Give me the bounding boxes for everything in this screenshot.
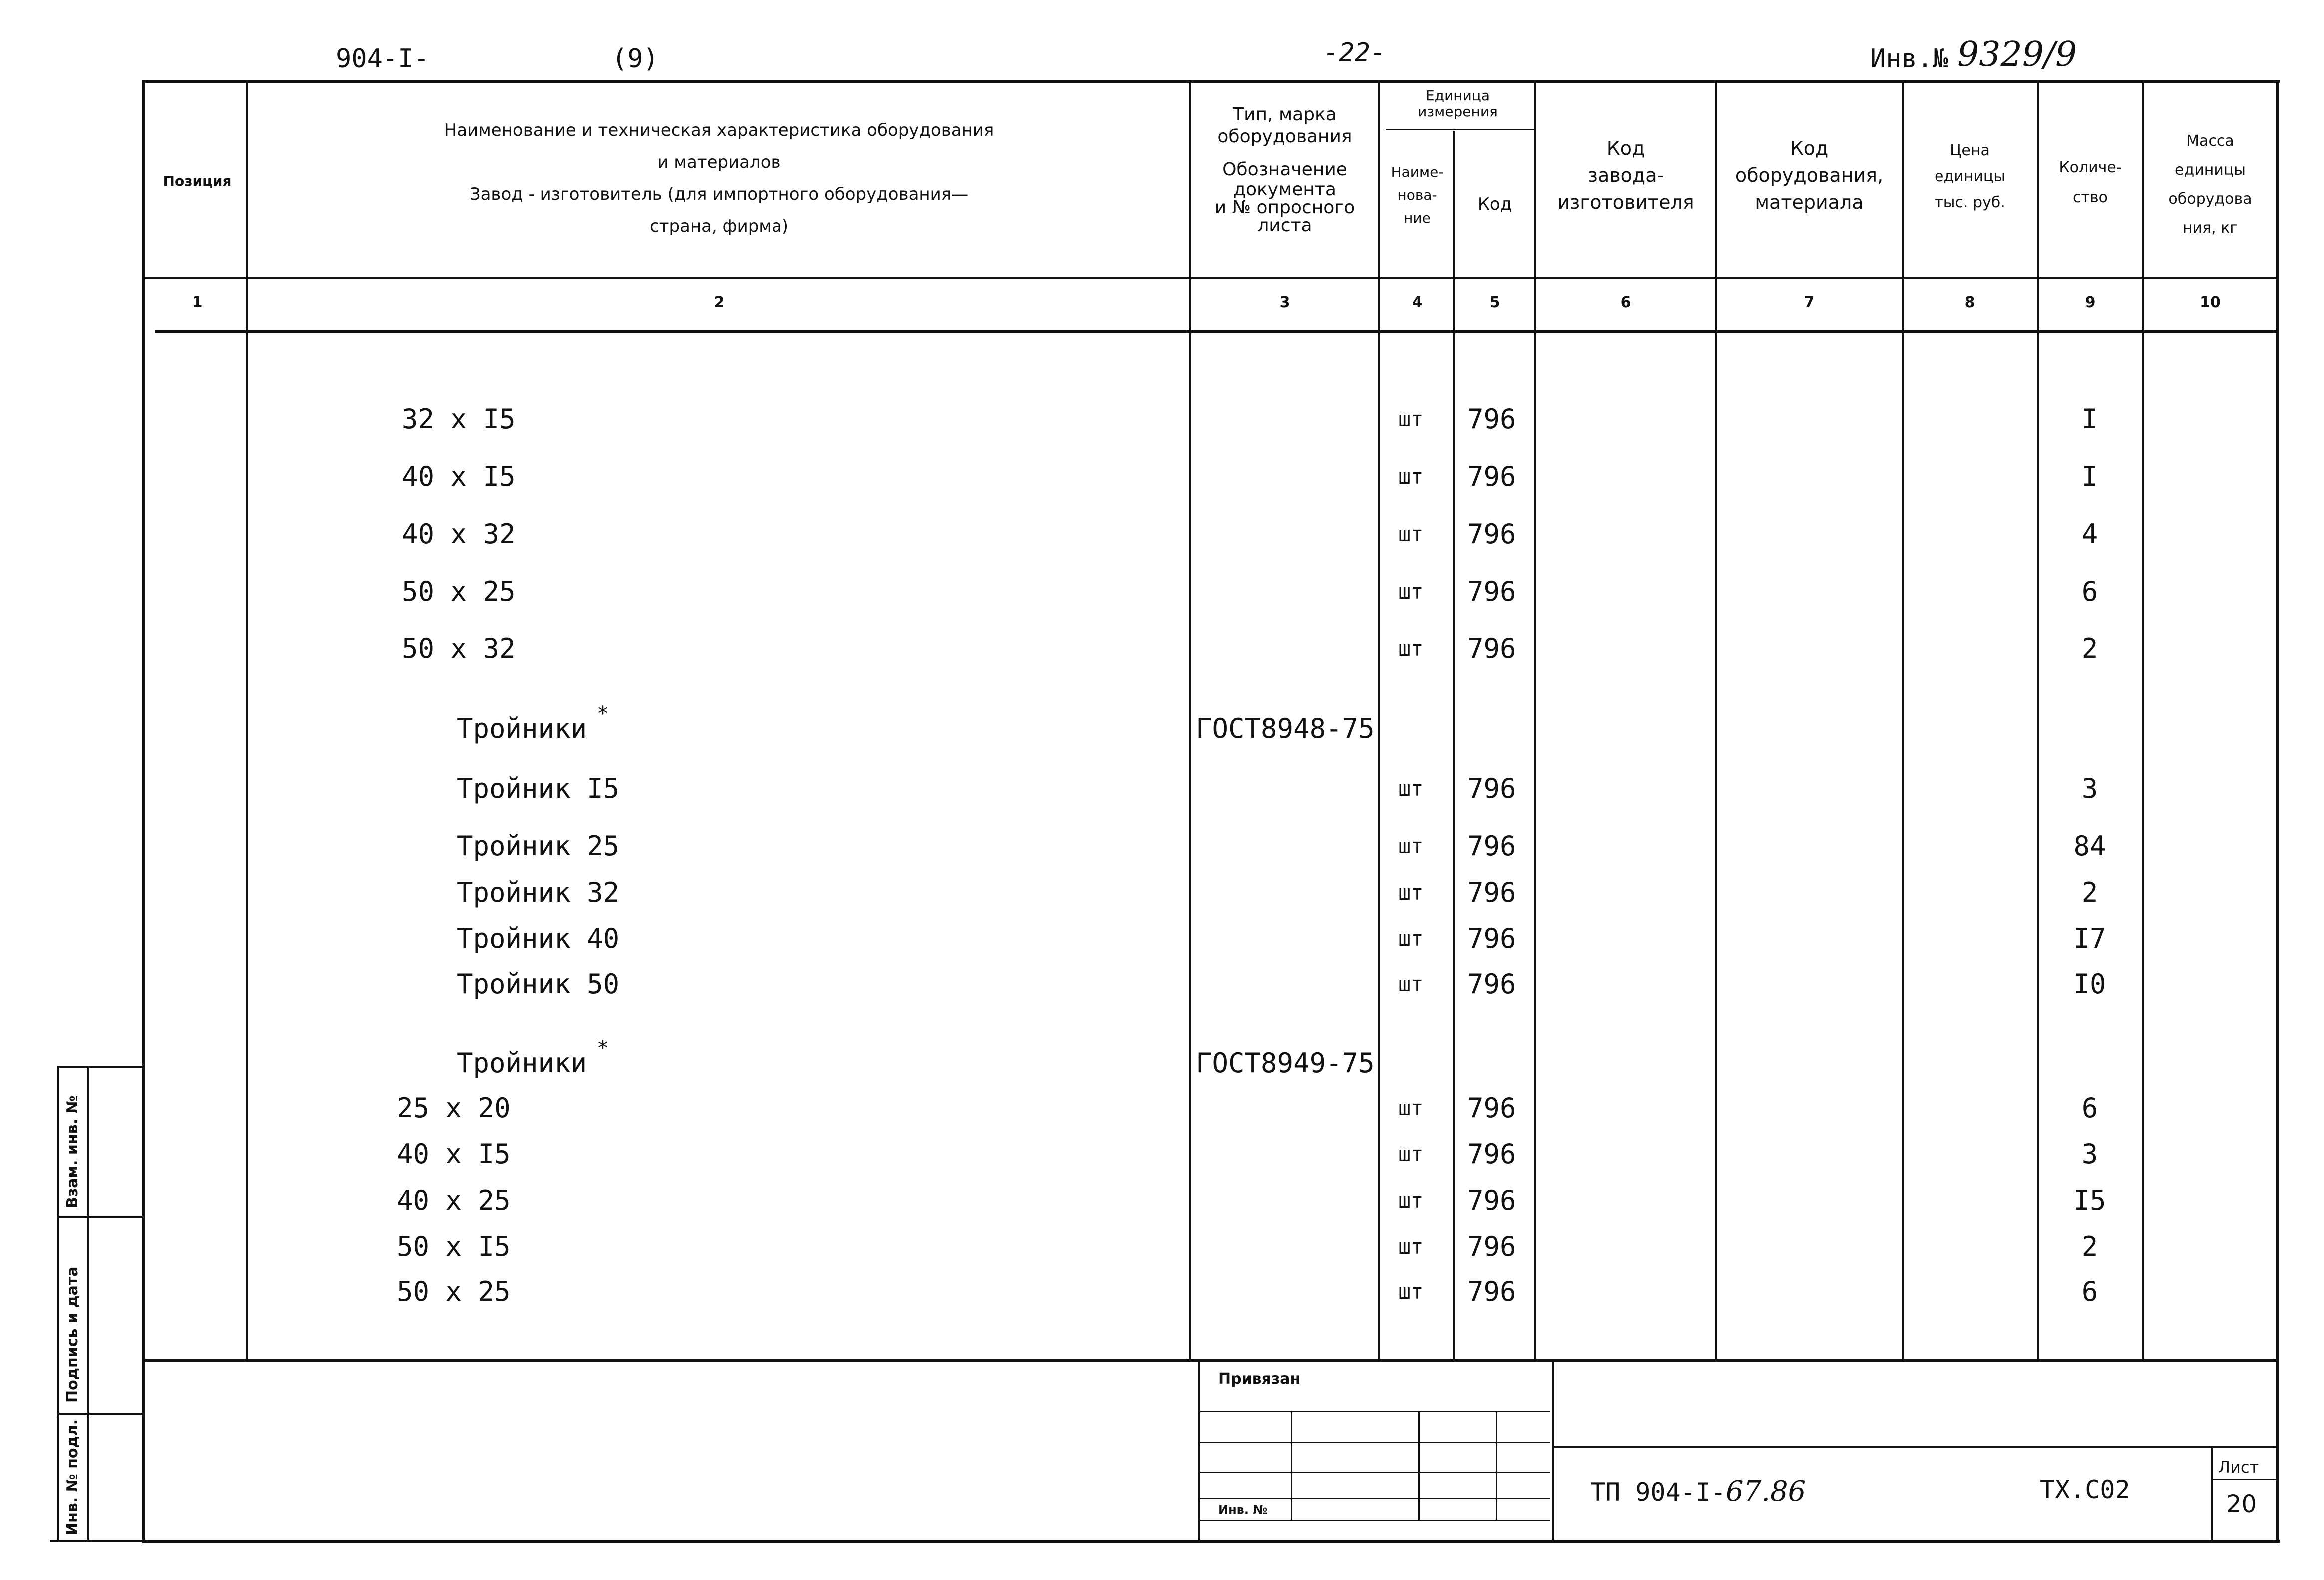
column-number: 3 [1279,294,1290,311]
row-name: 50 x 25 [402,576,516,607]
row-unit-code: 796 [1467,968,1516,1000]
row-unit-code: 796 [1467,403,1516,435]
column-number: 6 [1620,294,1631,311]
factory-code-line1: Код [1606,137,1645,159]
mass-line3: оборудова [2168,190,2252,208]
row-unit-code: 796 [1467,830,1516,862]
stamp-left-line [1198,1359,1200,1540]
table-row [0,572,2324,612]
row-quantity: 6 [2081,1092,2098,1124]
stamp-grid-h3 [1200,1472,1550,1473]
table-row [0,769,2324,809]
row-name: 40 x 32 [402,518,516,550]
row-footnote-mark: * [597,1037,609,1060]
stamp-sheet-divider [2211,1446,2213,1540]
col-header-name [250,119,1188,238]
stamp-top-line [145,1359,2277,1362]
series-code: 904-I- [336,44,429,74]
column-number: 4 [1412,294,1423,311]
col-header-type-line3: Обозначение [1222,159,1347,180]
column-number: 8 [1964,294,1975,311]
frame-left-line [142,80,145,1543]
table-row [0,514,2324,554]
row-quantity: I0 [2073,968,2106,1000]
row-quantity: I [2081,403,2098,435]
row-unit: шт [1398,579,1424,604]
row-unit: шт [1398,880,1424,905]
row-quantity: 6 [2081,576,2098,607]
row-unit: шт [1398,834,1424,858]
sidebar-bottom-line [50,1540,145,1542]
col-header-material-code [1718,135,1901,216]
row-document: ГОСТ8948-75 [1196,713,1375,744]
sheet-number: 20 [2226,1490,2257,1518]
row-name: Тройники [457,713,587,744]
row-document: ГОСТ8949-75 [1196,1047,1375,1079]
table-row [0,399,2324,439]
stamp-grid-v1 [1291,1411,1292,1521]
row-unit: шт [1398,972,1424,996]
mass-line2: единицы [2175,161,2246,179]
col-header-mass [2144,127,2276,243]
col-header-type-line5: и № опросного [1214,197,1355,218]
row-unit: шт [1398,1234,1424,1259]
col-header-price [1904,138,2036,216]
row-unit-code: 796 [1467,1231,1516,1262]
row-quantity: I7 [2073,923,2106,954]
row-unit: шт [1398,1142,1424,1166]
col-header-name-line3: Завод - изготовитель (для импортного оборудования— [469,184,969,204]
row-unit: шт [1398,407,1424,431]
unit-name-line3: ние [1404,210,1431,226]
col-header-unit-code: Код [1477,194,1512,214]
stamp-grid-v2 [1418,1411,1420,1521]
col-header-position: Позиция [163,173,232,189]
row-unit-code: 796 [1467,773,1516,804]
row-name: 50 x I5 [397,1231,511,1262]
row-unit: шт [1398,1279,1424,1304]
table-row [0,702,2324,749]
row-quantity: 2 [2081,877,2098,908]
row-unit-code: 796 [1467,1138,1516,1170]
frame-bottom-line [142,1540,2280,1543]
table-row [0,1181,2324,1221]
col-header-quantity [2039,153,2141,213]
row-unit: шт [1398,926,1424,950]
stamp-sheet-line [2211,1479,2276,1480]
row-name: 32 x I5 [402,403,516,435]
row-unit-code: 796 [1467,518,1516,550]
inventory-number: 9329/9 [1957,35,2077,74]
row-unit-code: 796 [1467,1092,1516,1124]
row-unit: шт [1398,776,1424,801]
table-row [0,1227,2324,1266]
unit-group-line [1386,129,1536,130]
col-header-unit-group [1381,88,1534,120]
material-code-line2: оборудования, [1735,164,1884,186]
column-number: 9 [2085,294,2096,311]
sidebar-sep-1 [57,1216,142,1218]
row-quantity: 2 [2081,633,2098,664]
column-number: 7 [1804,294,1815,311]
row-unit-code: 796 [1467,633,1516,664]
row-name: Тройник 32 [457,877,620,908]
row-quantity: 4 [2081,518,2098,550]
price-line2: единицы [1935,168,2005,185]
sidebar-sep-2 [57,1413,142,1415]
col-header-name-line2: и материалов [657,152,781,172]
col-header-type-line1: Тип, марка [1233,104,1337,125]
unit-name-line2: нова- [1397,187,1437,203]
frame-top-line [142,80,2280,83]
row-quantity: 84 [2073,830,2106,862]
table-row [0,919,2324,958]
table-row [0,826,2324,866]
table-row [0,873,2324,913]
row-quantity: I [2081,461,2098,492]
table-row [0,629,2324,669]
mass-line4: ния, кг [2182,219,2238,237]
row-unit: шт [1398,522,1424,546]
quantity-line2: ство [2072,189,2108,206]
part-number: (9) [612,44,659,74]
sheet-label: Лист [2218,1458,2259,1477]
table-row [0,1134,2324,1174]
mass-line1: Масса [2186,132,2234,150]
stamp-privyazan-label: Привязан [1218,1370,1301,1388]
row-name: 50 x 25 [397,1276,511,1307]
stamp-right-divider [1552,1359,1554,1540]
col-header-type-line6: листа [1257,215,1312,236]
row-quantity: 3 [2081,773,2098,804]
sidebar-left-line [57,1066,59,1540]
sidebar-vzam-label: Взам. инв. № [64,1095,81,1208]
document-code-prefix: ТП 904-I- [1590,1478,1726,1507]
row-unit: шт [1398,1188,1424,1213]
row-unit-code: 796 [1467,576,1516,607]
col-header-type [1192,104,1377,235]
row-quantity: 3 [2081,1138,2098,1170]
col-header-type-line2: оборудования [1217,126,1352,147]
unit-name-line1: Наиме- [1391,164,1444,180]
row-name: 40 x I5 [402,461,516,492]
stamp-grid-h4 [1200,1498,1550,1499]
unit-group-line2: измерения [1418,103,1498,120]
sidebar-signature-label: Подпись и дата [64,1266,81,1403]
price-line3: тыс. руб. [1935,194,2005,211]
row-name: 40 x I5 [397,1138,511,1170]
row-name: 50 x 32 [402,633,516,664]
col-header-unit-name [1381,161,1453,230]
stamp-title-line [1552,1446,2276,1448]
frame-right-line [2276,80,2279,1543]
row-unit: шт [1398,1096,1424,1120]
stamp-inv-label: Инв. № [1218,1503,1268,1517]
column-number: 5 [1489,294,1500,311]
row-name: Тройник 25 [457,830,620,862]
column-number: 1 [192,294,203,311]
page-number: -22- [1323,38,1386,68]
table-row [0,1272,2324,1312]
material-code-line1: Код [1790,137,1829,159]
document-code-handwritten: 67.86 [1725,1475,1806,1508]
row-unit: шт [1398,464,1424,489]
sidebar-inv-label: Инв. № подл. [64,1419,81,1535]
col-header-factory-code [1537,135,1715,216]
row-name: Тройник 40 [457,923,620,954]
stamp-grid-h5 [1200,1520,1550,1521]
column-numbers-line [155,330,2277,333]
section-code: ТХ.С02 [2040,1475,2130,1504]
sidebar-mid-line [87,1066,89,1540]
row-unit-code: 796 [1467,1185,1516,1216]
row-name: 40 x 25 [397,1185,511,1216]
table-row [0,1088,2324,1128]
stamp-grid-h2 [1200,1442,1550,1443]
header-bottom-line [145,277,2277,279]
sidebar-top-line [57,1066,142,1068]
row-unit: шт [1398,636,1424,661]
column-number: 2 [714,294,725,311]
row-name: 25 x 20 [397,1092,511,1124]
material-code-line3: материала [1755,191,1864,213]
table-row [0,1037,2324,1083]
factory-code-line3: изготовителя [1557,191,1694,213]
row-name: Тройник 50 [457,968,620,1000]
table-row [0,457,2324,497]
row-name: Тройник I5 [457,773,620,804]
row-quantity: I5 [2073,1185,2106,1216]
row-unit-code: 796 [1467,461,1516,492]
column-number: 10 [2200,294,2221,311]
table-row [0,964,2324,1004]
col-header-name-line4: страна, фирма) [649,216,789,236]
stamp-grid-v3 [1496,1411,1497,1521]
factory-code-line2: завода- [1587,164,1664,186]
document-code [1590,1475,1806,1508]
row-unit-code: 796 [1467,877,1516,908]
unit-group-line1: Единица [1426,87,1490,104]
row-unit-code: 796 [1467,1276,1516,1307]
price-line1: Цена [1950,142,1990,159]
row-quantity: 6 [2081,1276,2098,1307]
row-quantity: 2 [2081,1231,2098,1262]
inventory-label: Инв.№ [1870,44,1948,74]
quantity-line1: Количе- [2059,159,2122,176]
col-header-name-line1: Наименование и техническая характеристика оборудования [444,120,994,140]
stamp-grid-h1 [1200,1411,1550,1412]
row-footnote-mark: * [597,702,609,725]
col-header-type-line4: документа [1233,179,1336,200]
row-unit-code: 796 [1467,923,1516,954]
row-name: Тройники [457,1047,587,1079]
